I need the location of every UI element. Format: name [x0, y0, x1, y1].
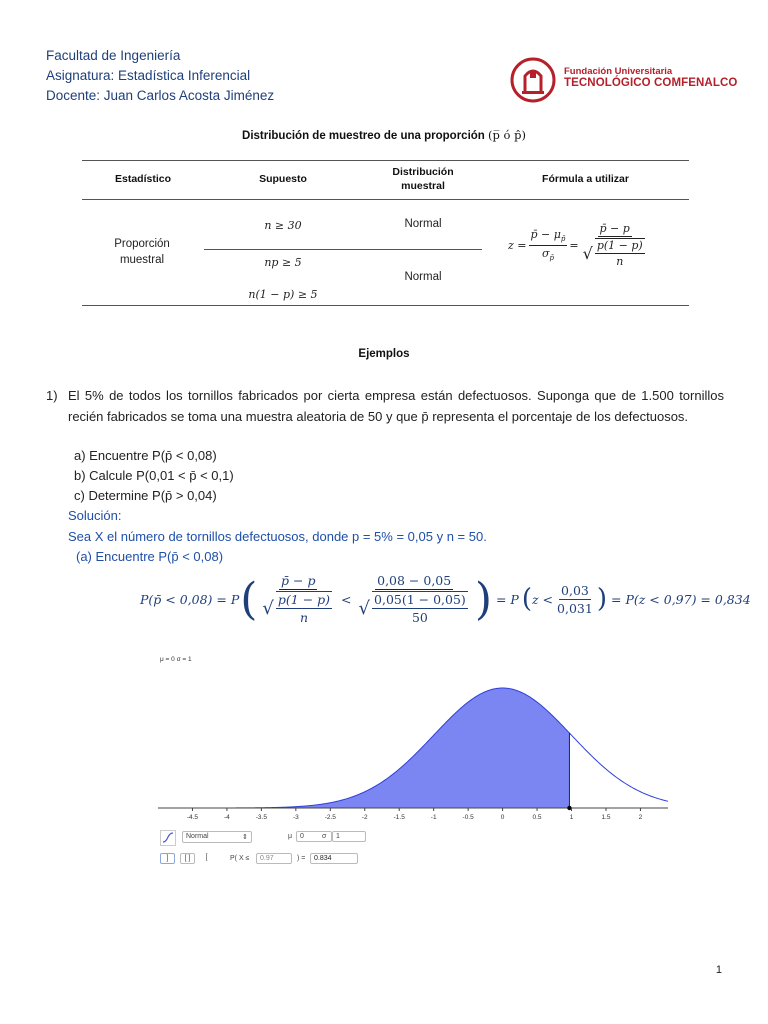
course-line: Asignatura: Estadística Inferencial: [46, 68, 251, 83]
distribution-select[interactable]: [182, 831, 252, 843]
problem-statement: El 5% de todos los tornillos fabricados por cierta empresa están defectuosos. Suponga que de 1.500 tornillos recién fabricados se toma una muestra aleatoria de 50 y que p̄ representa el porcentaje de los defectuosos.: [68, 388, 724, 424]
sqrt-icon: √: [358, 597, 371, 619]
upper-bound-point: [567, 806, 571, 810]
probability-equation: [140, 566, 751, 632]
eq-f3-num: 0,03: [561, 582, 589, 598]
formula-f2-den-den: n: [616, 255, 624, 268]
eq-mid: = P: [495, 591, 519, 607]
x-tick-label: -1.5: [393, 814, 405, 821]
formula-f1-num-sub: p̄: [560, 235, 566, 244]
eq-f3-den: 0,031: [557, 600, 593, 616]
sqrt-icon: √: [262, 597, 274, 619]
solution-label: Solución:: [68, 508, 122, 523]
table-rule-header: [82, 199, 689, 200]
logo-text: [564, 66, 737, 89]
logo-line1: Fundación Universitaria: [564, 66, 673, 77]
eq-lhs: P(p̄ < 0,08) = P: [140, 591, 240, 607]
table-rule-inner: [204, 249, 482, 250]
normal-curve-svg: [150, 670, 670, 845]
question-a: a) Encuentre P(p̄ < 0,08): [74, 448, 217, 463]
assumption-np5: np ≥ 5: [264, 256, 302, 269]
eq-frac3: [555, 583, 595, 616]
paren-close-icon: ): [596, 584, 607, 614]
paren-open-icon: (: [521, 584, 532, 614]
x-tick-label: -1: [430, 814, 437, 821]
eq-lt: <: [341, 591, 352, 607]
eq-f1-den-num: p(1 − p): [277, 592, 331, 607]
distribution-select-value: Normal: [186, 833, 209, 840]
interval-button[interactable]: [ ]: [180, 853, 195, 864]
header-assumption: Supuesto: [259, 173, 307, 185]
faculty-line: Facultad de Ingeniería: [46, 48, 181, 63]
big-paren-open-icon: (: [240, 573, 258, 625]
formula-lhs: z =: [508, 238, 527, 252]
title-text: Distribución de muestreo de una proporción: [242, 130, 485, 142]
mu-label: μ: [288, 833, 293, 840]
eq-z-lt: z <: [532, 591, 554, 607]
logo-emblem-icon: [508, 52, 558, 108]
assumption-n1p5: n(1 − p) ≥ 5: [248, 288, 318, 301]
page-number: 1: [715, 964, 722, 976]
solution-text: Sea X el número de tornillos defectuosos, donde p = 5% = 0,05 y n = 50.: [68, 529, 487, 544]
question-b: b) Calcule P(0,01 < p̄ < 0,1): [74, 468, 234, 483]
header-formula: Fórmula a utilizar: [542, 173, 629, 185]
statistic-cell: Proporción muestral: [114, 238, 170, 266]
eq-f2-num: 0,08 − 0,05: [377, 573, 452, 588]
table-rule-top: [82, 160, 689, 161]
x-tick-label: -4.5: [186, 814, 199, 821]
x-tick-label: -4: [224, 814, 230, 821]
x-tick-label: -0.5: [462, 814, 474, 821]
header-distribution: Distribución muestral: [392, 166, 454, 192]
x-tick-label: -2.5: [324, 814, 336, 821]
x-tick-label: 0.5: [532, 814, 542, 821]
formula-eq: =: [569, 238, 579, 252]
shaded-area: [158, 688, 569, 808]
x-tick-label: 2: [638, 814, 643, 821]
normal-distribution-plot: [150, 650, 670, 875]
eq-frac1: [260, 573, 336, 625]
sampling-distribution-table: [82, 160, 689, 306]
sigma-input[interactable]: 1: [332, 831, 366, 842]
solution-part-a: (a) Encuentre P(p̄ < 0,08): [76, 549, 224, 564]
header-statistic: Estadístico: [114, 173, 172, 185]
x-axis-ticks: [187, 808, 643, 821]
title-math: (p̅ ó p̂): [488, 128, 526, 142]
left-tail-button[interactable]: ]: [160, 853, 175, 864]
formula-f2-den-num: p(1 − p): [596, 239, 643, 252]
assumption-n30: n ≥ 30: [264, 219, 302, 232]
table-rule-bottom: [82, 305, 689, 306]
select-arrows-icon: ⇕: [242, 834, 248, 841]
distribution-row1: Normal: [404, 218, 442, 230]
chart-title: μ = 0 σ = 1: [160, 656, 192, 663]
eq-rhs: = P(z < 0,97) = 0,834: [611, 591, 751, 607]
x-tick-label: 0: [500, 814, 505, 821]
x-tick-label: 1: [569, 814, 574, 821]
x-tick-label: -3: [292, 814, 299, 821]
big-paren-close-icon: ): [474, 573, 492, 625]
eq-f2-den-num: 0,05(1 − 0,05): [374, 592, 466, 607]
page-title: [0, 128, 768, 142]
logo-line2: TECNOLÓGICO COMFENALCO: [564, 77, 738, 89]
document-header: [46, 46, 274, 106]
formula-f2-num: p̄ − p: [599, 222, 630, 235]
formula-frac2: [581, 222, 649, 268]
x-value-input[interactable]: 0.97: [256, 853, 292, 864]
eq-f1-den-den: n: [299, 610, 308, 625]
eq-f1-num: p̄ − p: [281, 573, 316, 588]
formula-f1-num: p̄ − μ: [530, 228, 561, 242]
examples-title: Ejemplos: [358, 348, 410, 360]
probability-result: 0.834: [310, 853, 358, 864]
x-tick-label: -3.5: [255, 814, 267, 821]
prob-label: P( X ≤: [230, 855, 250, 862]
institution-logo: [508, 52, 738, 108]
sqrt-icon: √: [582, 243, 593, 263]
teacher-line: Docente: Juan Carlos Acosta Jiménez: [46, 88, 275, 103]
x-tick-label: -2: [361, 814, 368, 821]
mu-input[interactable]: 0: [296, 831, 332, 842]
eq-f2-den-den: 50: [411, 610, 428, 625]
formula-f1-den-sub: p̄: [549, 253, 554, 262]
problem-number: 1): [46, 388, 58, 403]
eq-frac2: [357, 573, 472, 625]
z-formula: [508, 222, 688, 268]
formula-frac1: [529, 228, 568, 261]
distribution-icon[interactable]: [160, 830, 176, 846]
right-tail-button[interactable]: [: [200, 853, 213, 862]
x-tick-label: 1.5: [601, 814, 611, 821]
prob-eq: ) =: [297, 855, 306, 862]
question-c: c) Determine P(p̄ > 0,04): [74, 488, 217, 503]
formula-f1-den: σ: [541, 246, 550, 260]
sigma-label: σ: [322, 833, 327, 840]
distribution-row2: Normal: [404, 271, 442, 283]
